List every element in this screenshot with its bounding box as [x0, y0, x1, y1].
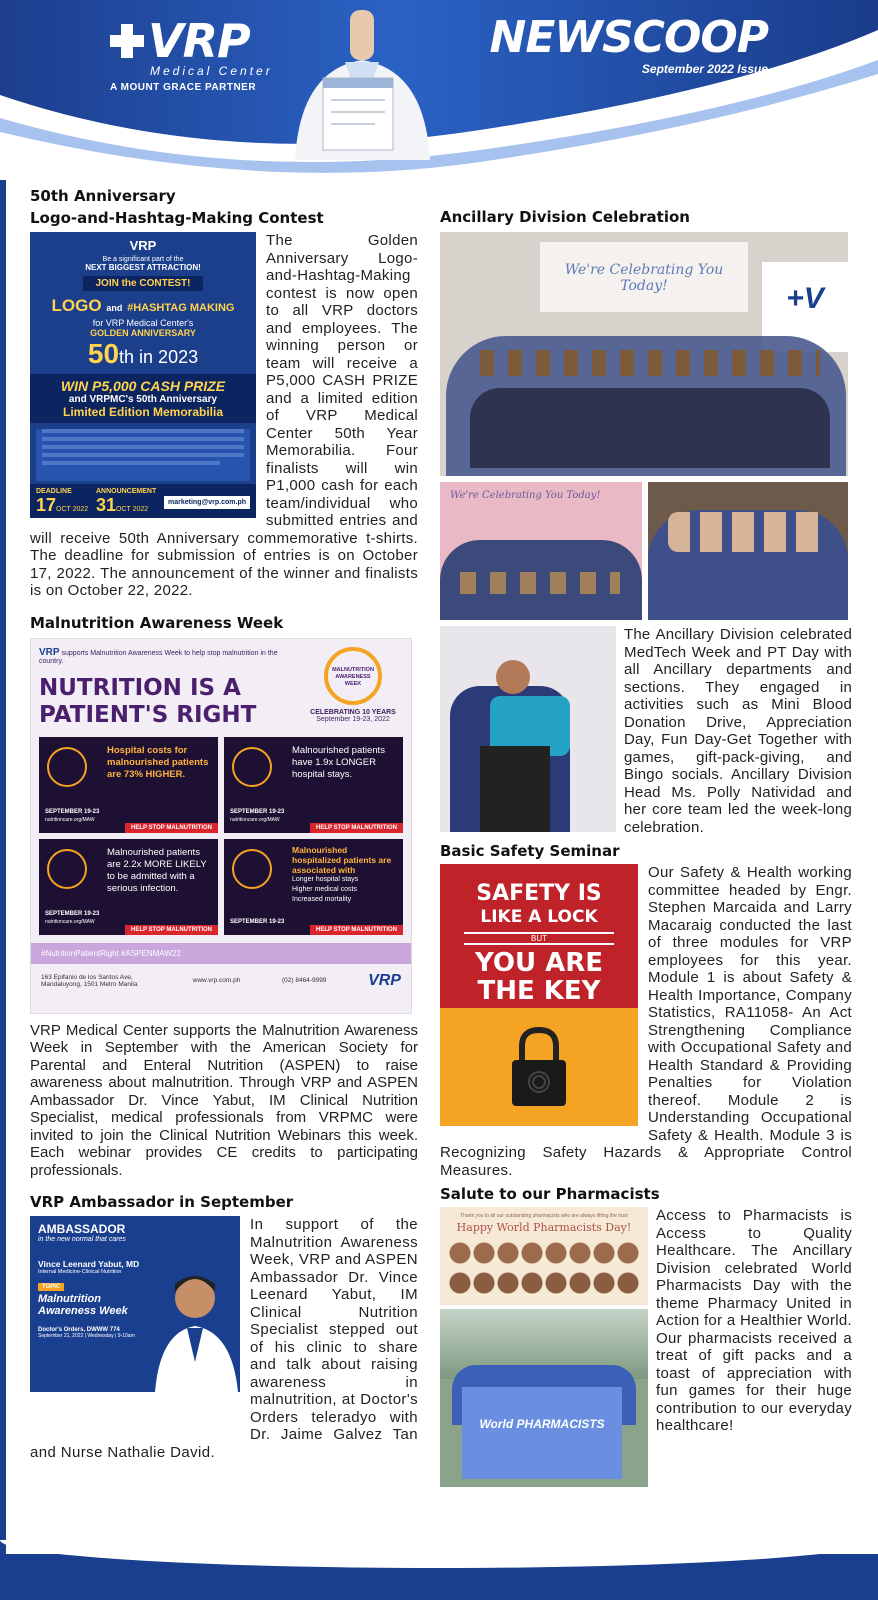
contest-deadline-day: 17	[36, 495, 57, 515]
malnutrition-section	[30, 612, 418, 1180]
maw-badge-icon	[47, 849, 87, 889]
maw-dates: September 19-23, 2022	[316, 715, 390, 723]
pharmacists-tarp: World PHARMACISTS	[462, 1387, 622, 1479]
malnutrition-poster-brand: VRP	[39, 646, 60, 658]
pharmacists-banner: Happy World Pharmacists Day!	[456, 1221, 632, 1234]
contest-poster-limited: Limited Edition Memorabilia	[62, 405, 223, 419]
ancillary-photo-2	[440, 482, 642, 620]
logo-subtitle: Medical Center	[150, 64, 273, 78]
malnutrition-poster	[30, 638, 412, 1014]
malnutrition-poster-supports: supports Malnutrition Awareness Week to help stop malnutrition in the country.	[39, 649, 278, 665]
maw-card-4-title: Malnourished hospitalized patients are associated with	[292, 844, 392, 875]
maw-card-3-week: SEPTEMBER 19-23	[45, 910, 100, 917]
safety-poster-line1: SAFETY IS	[476, 881, 602, 906]
pharmacists-collage	[440, 1207, 648, 1305]
safety-poster	[440, 864, 638, 1126]
maw-card-4-item-3: Increased mortality	[292, 895, 352, 903]
safety-poster-but: BUT	[464, 932, 614, 945]
contest-deadline-label: DEADLINE	[36, 488, 72, 495]
maw-badge-icon	[47, 747, 87, 787]
maw-card-2-week: SEPTEMBER 19-23	[230, 808, 285, 815]
maw-card-2-help: HELP STOP MALNUTRITION	[310, 823, 403, 833]
maw-card-1-help: HELP STOP MALNUTRITION	[125, 823, 218, 833]
maw-card-2-text: Malnourished patients have 1.9x LONGER hospital stays.	[292, 744, 385, 780]
safety-body: Our Safety & Health working committee headed by Engr. Stephen Marcaida and Larry Macaraig conducted the last of three modules for VRP employees for this year. Module 1 is about Safety & Health Importance, Company Statistics, RA11058- An Act Strengthening Compliance with Occupational Safety and Health Standard & Providing Penalties for Violation thereof. Module 2 is Understanding Occupational Safety & Health. Module 3 is Recognizing Safety Hazards & Appropriate Control Measures.	[440, 864, 852, 1179]
contest-announce-day: 31	[95, 495, 116, 515]
ancillary-photo-3	[648, 482, 848, 620]
ambassador-label: AMBASSADOR	[38, 1222, 126, 1236]
pharmacists-title: Salute to our Pharmacists	[440, 1185, 660, 1203]
maw-card-4-item-2: Higher medical costs	[292, 885, 357, 893]
maw-card-1	[39, 737, 218, 833]
doctor-illustration	[275, 0, 450, 160]
contest-poster-mechanics	[36, 429, 250, 481]
contest-poster-fifty: 50	[87, 338, 120, 369]
maw-card-2-site: nutritioncare.org/MAW	[230, 816, 280, 823]
issue-date: September 2022 Issue	[641, 62, 768, 76]
ancillary-title: Ancillary Division Celebration	[440, 208, 690, 226]
doctor-portrait	[150, 1242, 240, 1392]
contest-poster-year: th in 2023	[119, 347, 199, 367]
maw-card-2	[224, 737, 403, 833]
right-column	[440, 206, 852, 1491]
contest-poster-and-vrp: and VRPMC's 50th Anniversary	[68, 394, 218, 405]
padlock-icon	[504, 1024, 574, 1110]
maw-badge-icon	[232, 747, 272, 787]
malnutrition-title: Malnutrition Awareness Week	[30, 613, 284, 632]
logo-text: VRP	[148, 14, 250, 68]
malnutrition-body: VRP Medical Center supports the Malnutrition Awareness Week in September with the American Society for Parental and Enteral Nutrition (ASPEN) to raise awareness about malnutrition. Through VRP and ASPEN Ambassador Dr. Vince Yabut, IM Clinical Nutrition Specialist, medical professionals from VRPMC were invited to join the Clinical Nutrition Webinars this week. Each webinar provides CE credits to participating professionals.	[30, 1021, 418, 1179]
vrp-logo	[110, 14, 273, 93]
ancillary-body: The Ancillary Division celebrated MedTech Week and PT Day with all Ancillary departments and sections. They engaged in activities such as Mini Blood Donation Drive, Appreciation Day, Fun Day-Get Together with games, gift-pack-giving, and Bingo socials. Ancillary Division Head Ms. Polly Natividad and her core team led the week-long celebration.	[624, 626, 852, 836]
contest-deadline-month: OCT 2022	[56, 506, 89, 513]
contest-email: marketing@vrp.com.ph	[164, 496, 250, 509]
contest-poster-join: JOIN the CONTEST!	[83, 276, 203, 291]
maw-brand: VRP	[368, 971, 401, 989]
maw-card-3	[39, 839, 218, 935]
maw-card-1-week: SEPTEMBER 19-23	[45, 808, 100, 815]
ambassador-title: VRP Ambassador in September	[30, 1193, 294, 1211]
ambassador-poster	[30, 1216, 240, 1426]
maw-card-1-text: Hospital costs for malnourished patients are 73% HIGHER.	[107, 744, 209, 780]
ancillary-banner: We're Celebrating You Today!	[540, 242, 748, 312]
masthead-header	[0, 0, 878, 180]
pharmacists-banner-small: Thank you to all our outstanding pharmacists who are always lifting the trust	[460, 1213, 628, 1219]
contest-poster-logo-word: LOGO	[51, 296, 102, 315]
ambassador-date: September 21, 2022 | Wednesday | 9-10am	[38, 1333, 135, 1339]
maw-card-3-text: Malnourished patients are 2.2x MORE LIKELY to be admitted with a serious infection.	[107, 846, 207, 894]
maw-badge-icon: MALNUTRITION AWARENESS WEEK	[324, 647, 382, 705]
maw-badge-icon	[232, 849, 272, 889]
maw-address: 163 Epifanio de los Santos Ave, Mandaluyong, 1501 Metro Manila	[41, 973, 138, 988]
maw-web: www.vrp.com.ph	[192, 977, 241, 984]
maw-card-1-site: nutritioncare.org/MAW	[45, 816, 95, 823]
maw-celebrating: CELEBRATING 10 YEARS	[310, 708, 396, 716]
ambassador-role: Internal Medicine-Clinical Nutrition	[38, 1269, 122, 1275]
contest-poster-tag2: NEXT BIGGEST ATTRACTION!	[85, 263, 201, 272]
ancillary-group-photo: We're Celebrating You Today! +V	[440, 232, 848, 476]
safety-poster-line2: LIKE A LOCK	[480, 907, 598, 927]
maw-phone: (02) 8464-9999	[281, 977, 327, 984]
newsletter-masthead	[490, 14, 768, 76]
pharmacists-section	[440, 1183, 852, 1435]
contest-poster-golden: GOLDEN ANNIVERSARY	[90, 328, 196, 338]
malnutrition-headline-1: NUTRITION IS A	[39, 674, 241, 701]
ancillary-photo-2-banner: We're Celebrating You Today!	[450, 490, 601, 501]
safety-section	[440, 840, 852, 1179]
contest-poster-brand: VRP	[129, 238, 157, 253]
maw-card-4-help: HELP STOP MALNUTRITION	[310, 925, 403, 935]
maw-hashtags: #NutritionPatientRight #ASPENMAW22	[31, 943, 411, 964]
maw-card-3-site: nutritioncare.org/MAW	[45, 918, 95, 925]
ambassador-name: Vince Leenard Yabut, MD	[38, 1259, 140, 1269]
contest-body: The Golden Anniversary Logo-and-Hashtag-Making contest is now open to all VRP doctors and employees. The winning person or team will receive a P5,000 CASH PRIZE and a limited edition of VRP Medical Center 50th Year Memorabilia. Four finalists will win P1,000 cash for each team/individual who submitted entries and will receive 50th Anniversary commemorative t-shirts. The deadline for submission of entries is on October 17, 2022. The announcement of the winner and finalists is on October 22, 2022.	[30, 232, 418, 599]
left-column	[30, 185, 418, 1461]
ambassador-body: In support of the Malnutrition Awareness Week, VRP and ASPEN Ambassador Dr. Vince Leenard Yabut, IM Clinical Nutrition Specialist stepped out of his clinic to share and talk about raising awareness in malnutrition, at Doctor's Orders teleradyo with Dr. Jaime Galvez Tan and Nurse Nathalie David.	[30, 1216, 418, 1461]
contest-announce-month: OCT 2022	[115, 506, 149, 513]
contest-poster-and: and	[106, 303, 123, 313]
contest-poster	[30, 232, 256, 518]
ambassador-show: Doctor's Orders, DWWW 774	[38, 1327, 120, 1333]
contest-poster-for: for VRP Medical Center's	[92, 318, 194, 328]
contest-poster-tag1: Be a significant part of the	[102, 256, 184, 263]
maw-card-3-help: HELP STOP MALNUTRITION	[125, 925, 218, 935]
contest-title-line2: Logo-and-Hashtag-Making Contest	[30, 209, 324, 227]
pharmacists-group-photo	[440, 1309, 648, 1487]
blood-donation-photo	[440, 626, 616, 832]
partner-line: A MOUNT GRACE PARTNER	[110, 82, 257, 93]
contest-poster-hashtag: #HASHTAG MAKING	[127, 302, 235, 314]
safety-title: Basic Safety Seminar	[440, 842, 620, 860]
malnutrition-headline-2: PATIENT'S RIGHT	[39, 701, 257, 728]
safety-poster-line3: YOU ARE	[474, 948, 604, 978]
contest-title-line1: 50th Anniversary	[30, 187, 176, 205]
contest-announce-label: ANNOUNCEMENT	[95, 488, 157, 495]
newsletter-title: NEWSCOOP	[489, 12, 768, 63]
ambassador-topic: Malnutrition Awareness Week	[38, 1293, 128, 1317]
pharmacists-photos	[440, 1207, 648, 1487]
ambassador-tagline: in the new normal that cares	[38, 1236, 126, 1243]
ancillary-section	[440, 206, 852, 836]
footer-bar	[0, 1554, 878, 1600]
contest-poster-win: WIN P5,000 CASH PRIZE	[60, 378, 226, 394]
maw-card-4-week: SEPTEMBER 19-23	[230, 918, 285, 925]
contest-section	[30, 185, 418, 600]
medical-cross-icon	[110, 24, 144, 58]
pharmacists-body: Access to Pharmacists is Access to Quality Healthcare. The Ancillary Division celebrated World Pharmacists Day with the theme Pharmacy United in Action for a Healthier World. Our pharmacists received a treat of gift packs and a toast of appreciation with fun games for their huge contribution to our everyday healthcare!	[656, 1207, 853, 1434]
maw-card-4	[224, 839, 403, 935]
maw-card-4-item-1: Longer hospital stays	[292, 875, 359, 883]
ambassador-section	[30, 1191, 418, 1461]
ambassador-topic-label: TOPIC	[38, 1283, 64, 1291]
safety-poster-line4: THE KEY	[477, 976, 601, 1006]
